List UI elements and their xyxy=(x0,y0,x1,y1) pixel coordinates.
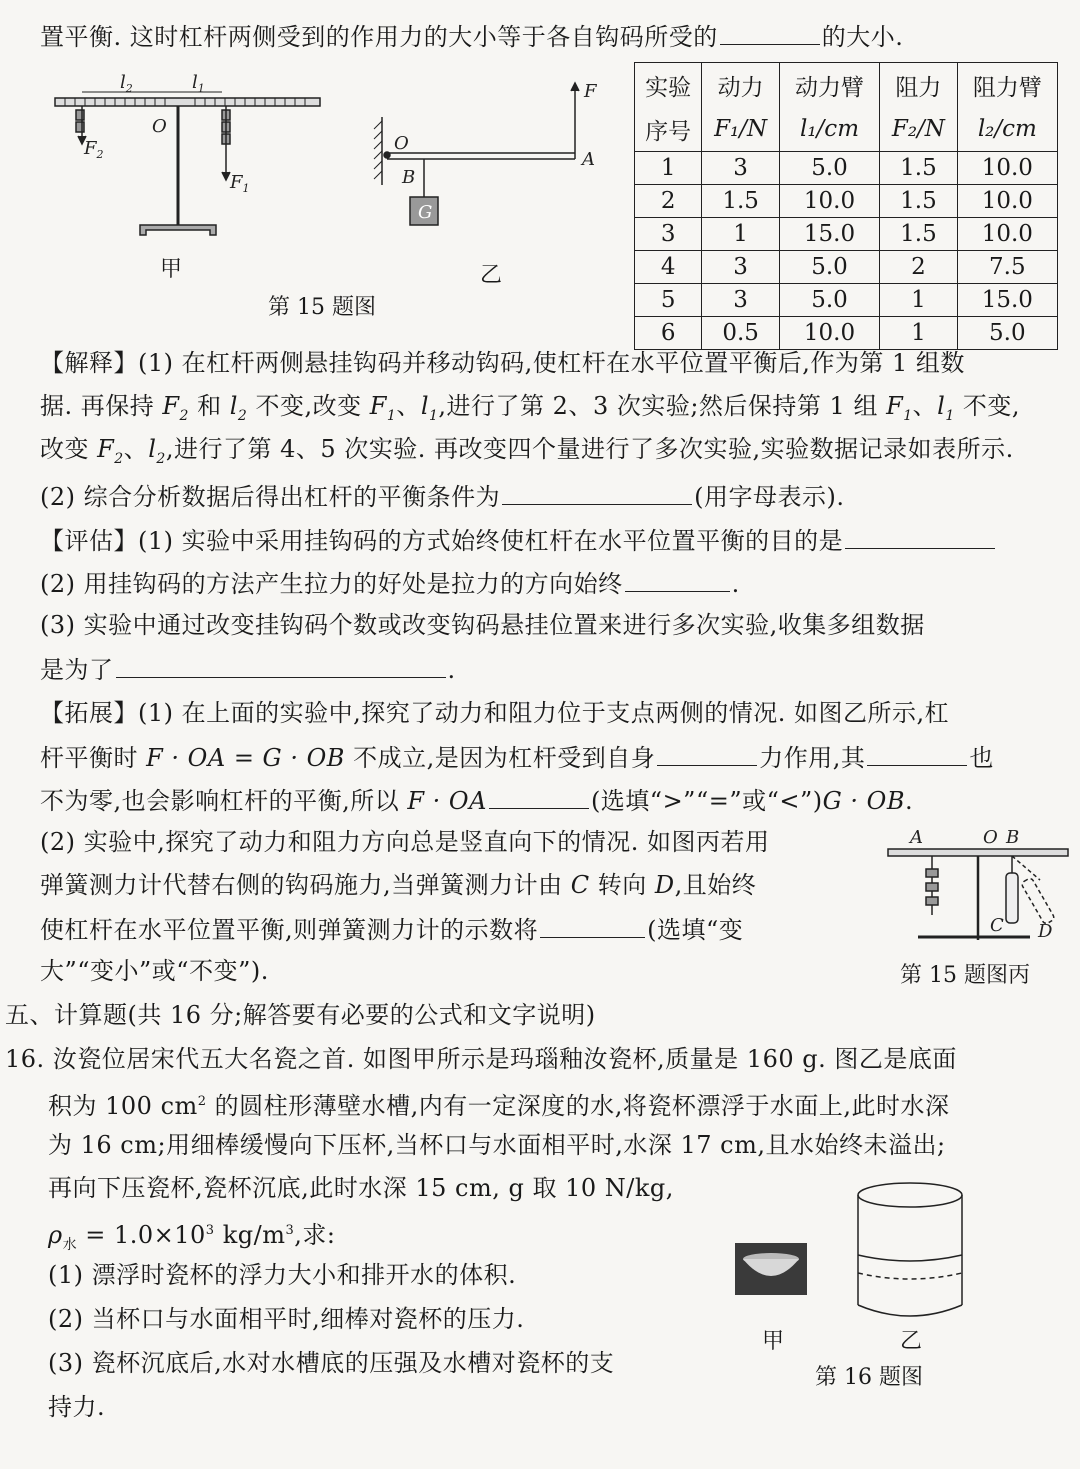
table-cell: 3 xyxy=(702,251,779,284)
blank-weight[interactable] xyxy=(720,18,820,45)
q16-question-1: (1) 漂浮时瓷杯的浮力大小和排开水的体积. xyxy=(48,1261,517,1289)
top-line xyxy=(40,18,903,54)
table-cell: 1 xyxy=(880,284,957,317)
label-O: O xyxy=(152,116,167,137)
label-l2: $l_2$ xyxy=(120,72,133,95)
extend-line-2: 杆平衡时 F · OA = G · OB 不成立,是因为杠杆受到自身 力作用,其 也 xyxy=(40,739,994,775)
table-row xyxy=(635,185,1058,218)
label-B-bing: B xyxy=(1006,827,1020,848)
q16-line-1: 16. 汝瓷位居宋代五大名瓷之首. 如图甲所示是玛瑙釉汝瓷杯,质量是 160 g. 图乙是底面 xyxy=(5,1045,957,1073)
label-F2: $F_2$ xyxy=(84,138,104,161)
label-A-bing: A xyxy=(910,827,923,848)
explain-line-3: 改变 $F_2$、$l_2$,进行了第 4、5 次实验. 再改变四个量进行了多次实验,实验数据记录如表所示. xyxy=(40,435,1014,467)
top-line-text-end: 的大小. xyxy=(821,23,904,51)
table-cell: 1.5 xyxy=(880,218,957,251)
fig15-jia-label: 甲 xyxy=(160,257,183,282)
fig16 xyxy=(730,1175,990,1335)
label-G: G xyxy=(418,202,433,223)
table-cell: 5 xyxy=(635,284,702,317)
table-row xyxy=(635,317,1058,350)
extend-line-5: 弹簧测力计代替右侧的钩码施力,当弹簧测力计由 C 转向 D,且始终 xyxy=(40,871,757,899)
fig15-jia-lever xyxy=(40,70,330,280)
blank-reading-change[interactable] xyxy=(540,911,645,938)
q16-line-2: 积为 100 $cm^2$ 的圆柱形薄壁水槽,内有一定深度的水,将瓷杯漂浮于水面上,此时水深 xyxy=(48,1092,950,1120)
table-cell: 0.5 xyxy=(702,317,779,350)
table-cell: 7.5 xyxy=(957,251,1057,284)
label-O-yi: O xyxy=(394,133,409,154)
blank-purpose[interactable] xyxy=(845,522,995,549)
section5-title: 五、计算题(共 16 分;解答要有必要的公式和文字说明) xyxy=(5,1001,596,1029)
table-cell: 3 xyxy=(702,152,779,185)
table-cell: 1.5 xyxy=(880,152,957,185)
table-cell: 5.0 xyxy=(779,284,879,317)
table-cell: 15.0 xyxy=(957,284,1057,317)
table-cell: 5.0 xyxy=(779,251,879,284)
table-cell: 1 xyxy=(880,317,957,350)
fig15-caption: 第 15 题图 xyxy=(268,295,376,320)
extend-line-3: 不为零,也会影响杠杆的平衡,所以 F · OA (选填“>”“=”或“<”)G · OB. xyxy=(40,782,913,818)
blank-gravity[interactable] xyxy=(657,739,757,766)
table-cell: 3 xyxy=(635,218,702,251)
fig15-bing-lever xyxy=(880,825,1075,955)
label-D-bing: D xyxy=(1038,921,1053,942)
table-cell: 15.0 xyxy=(779,218,879,251)
q16-line-4: 再向下压瓷杯,瓷杯沉底,此时水深 15 cm, g 取 10 N/kg, xyxy=(48,1174,674,1202)
explain-line-1: 【解释】(1) 在杠杆两侧悬挂钩码并移动钩码,使杠杆在水平位置平衡后,作为第 1 组数 xyxy=(40,349,965,377)
table-row xyxy=(635,284,1058,317)
evaluate-line-3: (3) 实验中通过改变挂钩码个数或改变钩码悬挂位置来进行多次实验,收集多组数据 xyxy=(40,611,925,639)
fig15-bing-caption: 第 15 题图丙 xyxy=(900,963,1030,988)
header-cell: F₁/N xyxy=(702,107,779,152)
table-cell: 1.5 xyxy=(702,185,779,218)
water-tank xyxy=(858,1183,962,1316)
evaluate-line-1: 【评估】(1) 实验中采用挂钩码的方式始终使杠杆在水平位置平衡的目的是 xyxy=(40,522,997,558)
label-l1: $l_1$ xyxy=(192,72,205,95)
table-header-row xyxy=(635,107,1058,152)
table-cell: 3 xyxy=(702,284,779,317)
q16-question-2: (2) 当杯口与水面相平时,细棒对瓷杯的压力. xyxy=(48,1305,525,1333)
fig16-caption: 第 16 题图 xyxy=(815,1365,923,1390)
table-row xyxy=(635,218,1058,251)
evaluate-line-2: (2) 用挂钩码的方法产生拉力的好处是拉力的方向始终 . xyxy=(40,565,740,601)
header-cell: 实验 xyxy=(635,63,702,108)
header-cell: l₁/cm xyxy=(779,107,879,152)
table-cell: 6 xyxy=(635,317,702,350)
blank-balance-condition[interactable] xyxy=(502,478,692,505)
blank-compare[interactable] xyxy=(489,782,589,809)
header-cell: 动力 xyxy=(702,63,779,108)
extend-line-1: 【拓展】(1) 在上面的实验中,探究了动力和阻力位于支点两侧的情况. 如图乙所示,杠 xyxy=(40,699,950,727)
blank-multiple-data[interactable] xyxy=(116,651,446,678)
q16-question-3-cont: 持力. xyxy=(48,1393,106,1421)
table-cell: 5.0 xyxy=(779,152,879,185)
table-cell: 10.0 xyxy=(957,218,1057,251)
header-cell: 阻力 xyxy=(880,63,957,108)
blank-direction[interactable] xyxy=(625,565,730,592)
extend-line-7: 大”“变小”或“不变”). xyxy=(40,957,269,985)
header-cell: 序号 xyxy=(635,107,702,152)
explain-line-4: (2) 综合分析数据后得出杠杆的平衡条件为 (用字母表示). xyxy=(40,478,844,514)
fig16-jia-label: 甲 xyxy=(762,1329,785,1354)
table-cell: 5.0 xyxy=(957,317,1057,350)
header-cell: l₂/cm xyxy=(957,107,1057,152)
table-header-row xyxy=(635,63,1058,108)
table-cell: 10.0 xyxy=(779,185,879,218)
table-cell: 10.0 xyxy=(957,185,1057,218)
table-cell: 1.5 xyxy=(880,185,957,218)
q16-line-5: $\rho_水 = 1.0\times 10^3$ $kg/m^3$,求: xyxy=(48,1221,336,1253)
table-cell: 2 xyxy=(635,185,702,218)
extend-line-6: 使杠杆在水平位置平衡,则弹簧测力计的示数将 (选填“变 xyxy=(40,911,743,947)
top-line-text: 置平衡. 这时杠杆两侧受到的作用力的大小等于各自钩码所受的 xyxy=(40,23,718,51)
header-cell: F₂/N xyxy=(880,107,957,152)
blank-moment[interactable] xyxy=(867,739,967,766)
q16-question-3: (3) 瓷杯沉底后,水对水槽底的压强及水槽对瓷杯的支 xyxy=(48,1349,615,1377)
fig16-yi-label: 乙 xyxy=(900,1329,923,1354)
header-cell: 动力臂 xyxy=(779,63,879,108)
table-row xyxy=(635,152,1058,185)
fig15-yi-lever xyxy=(370,75,620,245)
label-F: F xyxy=(584,81,597,102)
table-cell: 1 xyxy=(635,152,702,185)
table-cell: 1 xyxy=(702,218,779,251)
evaluate-line-4: 是为了 . xyxy=(40,651,456,687)
explain-line-2: 据. 再保持 $F_2$ 和 $l_2$ 不变,改变 $F_1$、$l_1$,进行了第 2、3 次实验;然后保持第 1 组 $F_1$、$l_1$ 不变, xyxy=(40,392,1021,424)
label-O-bing: O xyxy=(983,827,998,848)
label-F1: $F_1$ xyxy=(230,172,250,195)
data-table xyxy=(634,62,1058,350)
table-cell: 10.0 xyxy=(957,152,1057,185)
label-C-bing: C xyxy=(990,915,1004,936)
extend-line-4: (2) 实验中,探究了动力和阻力方向总是竖直向下的情况. 如图丙若用 xyxy=(40,828,770,856)
table-cell: 4 xyxy=(635,251,702,284)
label-B: B xyxy=(402,167,416,188)
label-A: A xyxy=(582,149,595,170)
header-cell: 阻力臂 xyxy=(957,63,1057,108)
table-cell: 2 xyxy=(880,251,957,284)
table-row xyxy=(635,251,1058,284)
table-cell: 10.0 xyxy=(779,317,879,350)
q16-line-3: 为 16 cm;用细棒缓慢向下压杯,当杯口与水面相平时,水深 17 cm,且水始终未溢出; xyxy=(48,1131,946,1159)
fig15-yi-label: 乙 xyxy=(480,263,503,288)
